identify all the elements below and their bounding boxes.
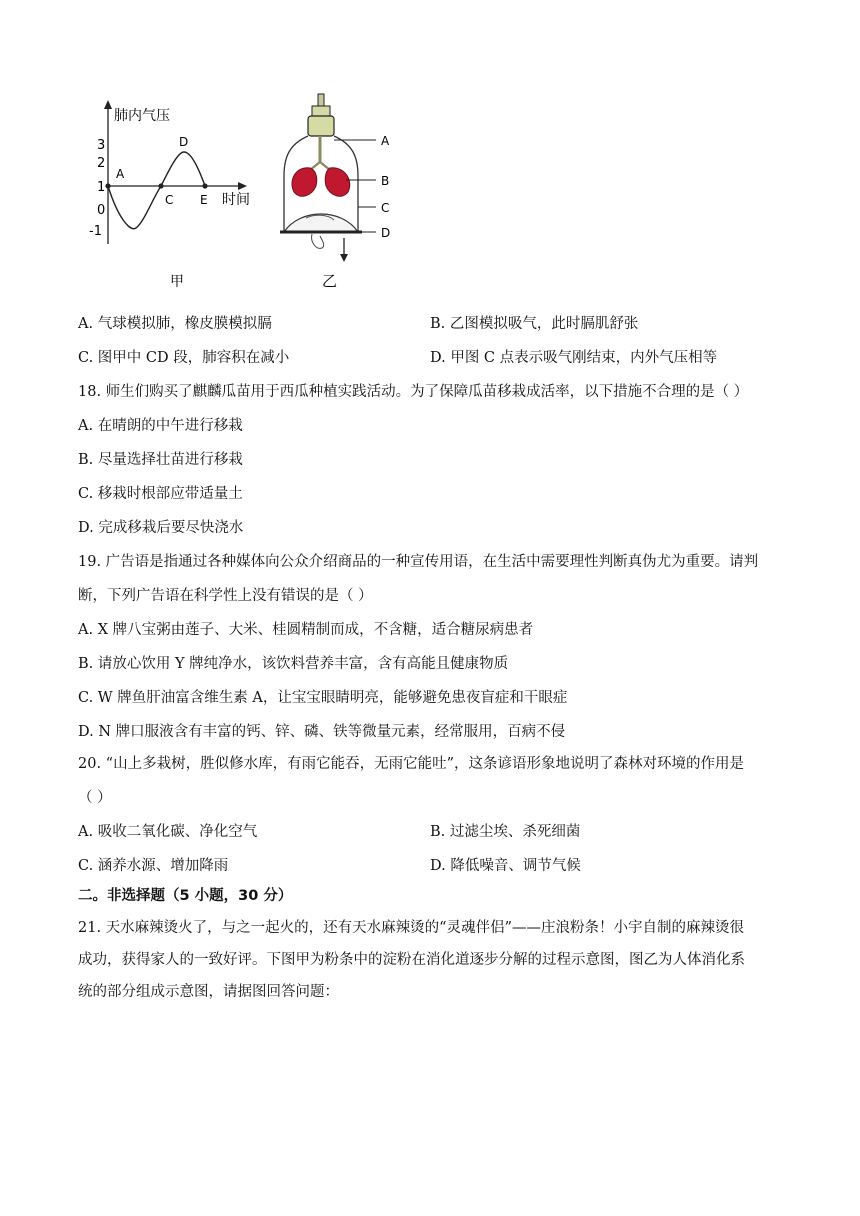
- model-label-a: A: [381, 134, 390, 148]
- q17-option-b[interactable]: B. 乙图模拟吸气，此时膈肌舒张: [430, 316, 639, 332]
- model-caption: 乙: [322, 272, 338, 290]
- graph-ylabel: 肺内气压: [114, 108, 170, 124]
- q18-option-c[interactable]: C. 移栽时根部应带适量土: [78, 486, 243, 502]
- graph-ytick-2: 2: [97, 156, 106, 171]
- q17-option-a[interactable]: A. 气球模拟肺，橡皮膜模拟膈: [78, 316, 272, 332]
- model-label-b: B: [381, 174, 390, 188]
- q20-option-b[interactable]: B. 过滤尘埃、杀死细菌: [430, 824, 581, 840]
- q19-stem-line1: 19. 广告语是指通过各种媒体向公众介绍商品的一种宣传用语，在生活中需要理性判断真伪尤为重要。请判: [78, 554, 759, 570]
- graph-ytick-1: 1: [97, 180, 106, 195]
- q20-stem-line2: （ ）: [78, 790, 112, 806]
- section-heading: 二。非选择题（5 小题，30 分）: [78, 888, 293, 904]
- q21-line3: 统的部分组成示意图，请据图回答问题：: [78, 984, 339, 1000]
- q20-option-a[interactable]: A. 吸收二氧化碳、净化空气: [78, 824, 258, 840]
- graph-ytick-3: 3: [97, 138, 106, 153]
- q18-option-b[interactable]: B. 尽量选择壮苗进行移栽: [78, 452, 243, 468]
- q20-option-c[interactable]: C. 涵养水源、增加降雨: [78, 858, 229, 874]
- q18-stem: 18. 师生们购买了麒麟瓜苗用于西瓜种植实践活动。为了保障瓜苗移栽成活率，以下措施不合理的是（ ）: [78, 384, 749, 400]
- q19-stem-line2: 断，下列广告语在科学性上没有错误的是（ ）: [78, 588, 373, 604]
- graph-caption: 甲: [170, 274, 184, 290]
- q18-option-d[interactable]: D. 完成移栽后要尽快浇水: [78, 520, 244, 536]
- q19-option-c[interactable]: C. W 牌鱼肝油富含维生素 A，让宝宝眼睛明亮，能够避免患夜盲症和干眼症: [78, 690, 568, 706]
- graph-point-c: C: [165, 193, 174, 207]
- graph-point-a: A: [116, 167, 125, 181]
- graph-ytick-0: 0: [97, 203, 106, 218]
- graph-ytick-neg1: -1: [89, 224, 102, 239]
- graph-point-d: D: [179, 135, 189, 149]
- pressure-graph-jia: [84, 96, 264, 296]
- q21-line2: 成功，获得家人的一致好评。下图甲为粉条中的淀粉在消化道逐步分解的过程示意图，图乙为人体消化系: [78, 952, 745, 968]
- bell-jar-model-yi: [276, 90, 406, 290]
- q19-option-d[interactable]: D. N 牌口服液含有丰富的钙、锌、磷、铁等微量元素，经常服用，百病不侵: [78, 724, 566, 740]
- model-label-c: C: [381, 201, 390, 215]
- q20-option-d[interactable]: D. 降低噪音、调节气候: [430, 858, 581, 874]
- graph-xlabel: 时间: [222, 192, 250, 208]
- q19-option-a[interactable]: A. X 牌八宝粥由莲子、大米、桂圆精制而成，不含糖，适合糖尿病患者: [78, 622, 534, 638]
- model-label-d: D: [381, 226, 391, 240]
- q17-option-d[interactable]: D. 甲图 C 点表示吸气刚结束，内外气压相等: [430, 350, 718, 366]
- q17-option-c[interactable]: C. 图甲中 CD 段，肺容积在减小: [78, 350, 290, 366]
- q21-line1: 21. 天水麻辣烫火了，与之一起火的，还有天水麻辣烫的“灵魂伴侣”——庄浪粉条！小宇自制的麻辣烫很: [78, 920, 744, 936]
- q18-option-a[interactable]: A. 在晴朗的中午进行移栽: [78, 418, 243, 434]
- graph-point-e: E: [200, 193, 208, 207]
- q19-option-b[interactable]: B. 请放心饮用 Y 牌纯净水，该饮料营养丰富，含有高能且健康物质: [78, 656, 509, 672]
- q20-stem-line1: 20. “山上多栽树，胜似修水库，有雨它能吞，无雨它能吐”，这条谚语形象地说明了森林对环境的作用是: [78, 756, 744, 772]
